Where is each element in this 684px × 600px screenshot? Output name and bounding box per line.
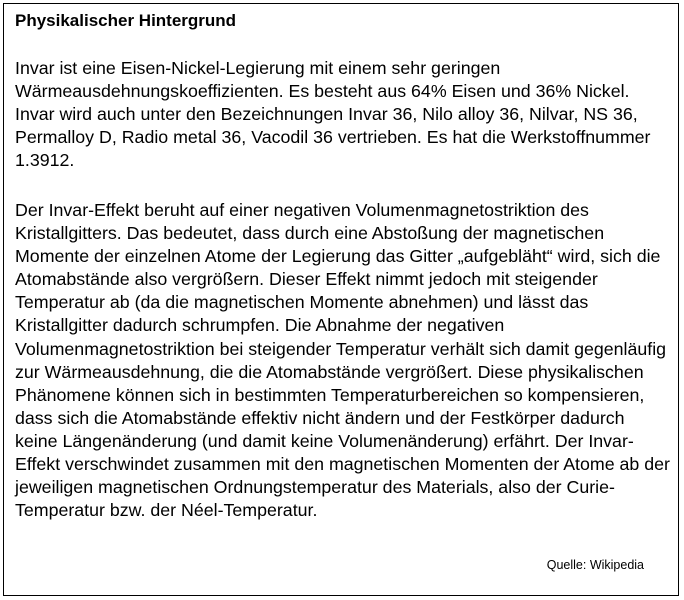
source-credit: Quelle: Wikipedia <box>546 558 644 572</box>
paragraph-invar-intro: Invar ist eine Eisen-Nickel-Legierung mit einem sehr geringen Wärmeausdehnungskoeffizienten. Es besteht aus 64% Eisen und 36% Nickel. Invar wird auch unter den Bezeichnungen Invar 36, Nilo alloy 36, Nilvar, NS 36, Permalloy D, Radio metal 36, Vacodil 36 vertrieben. Es hat die Werkstoffnummer 1.3912. <box>15 58 651 171</box>
paragraph-invar-effect: Der Invar-Effekt beruht auf einer negativen Volumenmagnetostriktion des Kristallgitters. Das bedeutet, dass durch eine Abstoßung der magnetischen Momente der einzelnen Atome der Legierung das Gitter „aufgebläht“ wird, sich die Atomabstände also vergrößern. Dieser Effekt nimmt jedoch mit steigender Temperatur ab (da die magnetischen Momente abnehmen) und lässt das Kristallgitter dadurch schrumpfen. Die Abnahme der negativen Volumenmagnetostriktion bei steigender Temperatur verhält sich damit gegenläufig zur Wärmeausdehnung, die die Atomabstände vergrößert. Diese physikalischen Phänomene können sich in bestimmten Temperaturbereichen so kompensieren, dass sich die Atomabstände effektiv nicht ändern und der Festkörper dadurch keine Längenänderung (und damit keine Volumenänderung) erfährt. Der Invar-Effekt verschwindet zusammen mit den magnetischen Momenten der Atome ab der jeweiligen magnetischen Ordnungstemperatur des Materials, also der Curie-Temperatur bzw. der Néel-Temperatur. <box>15 200 670 521</box>
page-title: Physikalischer Hintergrund <box>15 11 237 30</box>
document-frame <box>3 3 679 596</box>
